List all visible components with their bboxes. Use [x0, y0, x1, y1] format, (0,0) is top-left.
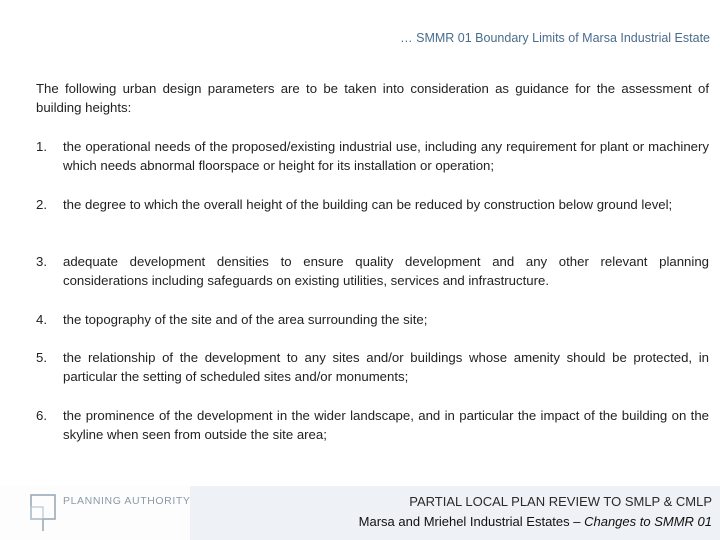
item-number: 5.	[36, 350, 47, 365]
item-number: 4.	[36, 312, 47, 327]
planning-authority-logo-icon	[30, 494, 56, 532]
item-text: the topography of the site and of the area surrounding the site;	[63, 312, 428, 327]
logo-text: PLANNING AUTHORITY	[63, 495, 191, 507]
footer-subtitle-plain: Marsa and Mriehel Industrial Estates –	[358, 514, 585, 529]
footer-subtitle-italic: Changes to SMMR 01	[584, 514, 712, 529]
item-number: 3.	[36, 254, 47, 269]
item-text: adequate development densities to ensure quality development and any other relevant planning considerations including safeguards on existing utilities, services and infrastructure.	[63, 254, 709, 288]
list-item	[36, 348, 709, 386]
item-number: 2.	[36, 197, 47, 212]
list-item	[36, 252, 709, 290]
item-text: the operational needs of the proposed/existing industrial use, including any requirement for plant or machinery which needs abnormal floorspace or height for its installation or operation;	[63, 139, 709, 173]
item-text: the relationship of the development to any sites and/or buildings whose amenity should be protected, in particular the setting of scheduled sites and/or monuments;	[63, 350, 709, 384]
intro-paragraph: The following urban design parameters are to be taken into consideration as guidance for the assessment of building heights:	[36, 81, 709, 115]
list-item	[36, 137, 709, 175]
item-number: 6.	[36, 408, 47, 423]
list-item	[36, 195, 709, 214]
item-text: the degree to which the overall height of the building can be reduced by construction below ground level;	[63, 197, 673, 212]
list-item	[36, 310, 709, 329]
list-item	[36, 406, 709, 444]
item-number: 1.	[36, 139, 47, 154]
footer-title: PARTIAL LOCAL PLAN REVIEW TO SMLP & CMLP	[409, 494, 712, 509]
header-title: … SMMR 01 Boundary Limits of Marsa Industrial Estate	[400, 31, 710, 45]
footer-subtitle	[359, 514, 712, 529]
item-text: the prominence of the development in the wider landscape, and in particular the impact of the building on the skyline when seen from outside the site area;	[63, 408, 709, 442]
